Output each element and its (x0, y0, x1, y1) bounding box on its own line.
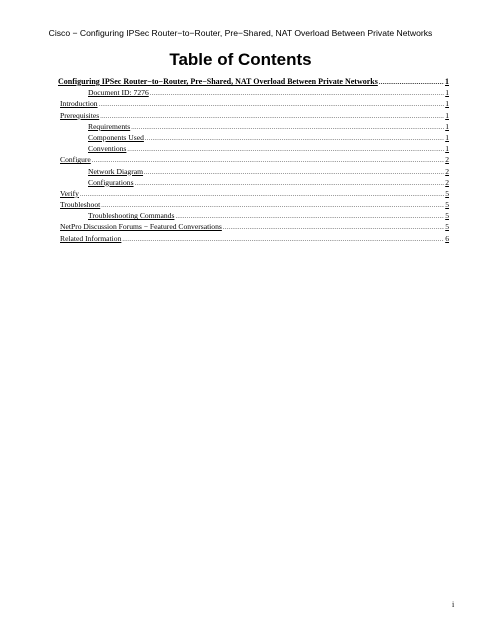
toc-leader-dots (150, 89, 444, 100)
toc-entry-label[interactable]: Configure (60, 155, 91, 165)
toc-entry-page[interactable]: 1 (445, 121, 449, 131)
toc-entry-page[interactable]: 1 (445, 132, 449, 142)
toc-entry[interactable] (58, 132, 449, 143)
toc-leader-dots (135, 179, 445, 190)
toc-entry[interactable] (58, 143, 449, 154)
toc-entry[interactable] (58, 110, 449, 121)
page-title: Table of Contents (169, 50, 312, 69)
toc-entry-label[interactable]: Conventions (88, 144, 127, 154)
toc-entry-label[interactable]: Configurations (88, 177, 134, 187)
toc-leader-dots (99, 100, 445, 111)
toc-entry[interactable] (58, 221, 449, 232)
toc-entry[interactable] (58, 177, 449, 188)
toc-entry-page[interactable]: 2 (445, 155, 449, 165)
toc-entry-label[interactable]: Configuring IPSec Router−to−Router, Pre−Shared, NAT Overload Between Private Networks (58, 77, 378, 86)
toc-entry-label[interactable]: Troubleshooting Commands (88, 211, 175, 221)
toc-leader-dots (145, 134, 444, 145)
toc-entry-page[interactable]: 6 (445, 233, 449, 243)
toc-entry[interactable] (58, 121, 449, 132)
toc-entry-label[interactable]: Requirements (88, 121, 131, 131)
toc-entry-label[interactable]: Troubleshoot (60, 200, 101, 210)
toc-entry[interactable] (58, 76, 449, 87)
toc-leader-dots (131, 123, 444, 134)
toc-entry-page[interactable]: 1 (445, 110, 449, 120)
toc-entry-page[interactable]: 5 (445, 200, 449, 210)
toc-entry-label[interactable]: Verify (60, 188, 79, 198)
toc-leader-dots (379, 78, 444, 89)
toc-leader-dots (127, 145, 444, 156)
toc-leader-dots (92, 156, 444, 167)
toc-leader-dots (144, 168, 444, 179)
page-number: i (452, 600, 455, 609)
table-of-contents (58, 76, 449, 244)
toc-entry-label[interactable]: Network Diagram (88, 166, 144, 176)
toc-entry-label[interactable]: Document ID: 7276 (88, 88, 149, 98)
running-header: Cisco − Configuring IPSec Router−to−Router, Pre−Shared, NAT Overload Between Private Networks (48, 28, 433, 38)
toc-entry-page[interactable]: 1 (445, 144, 449, 154)
toc-entry-page[interactable]: 2 (445, 166, 449, 176)
toc-entry-page[interactable]: 1 (445, 88, 449, 98)
toc-entry[interactable] (58, 98, 449, 109)
toc-entry[interactable] (58, 154, 449, 165)
toc-entry-page[interactable]: 5 (445, 222, 449, 232)
toc-entry-page[interactable]: 5 (445, 211, 449, 221)
toc-entry[interactable] (58, 199, 449, 210)
toc-entry-page[interactable]: 1 (445, 77, 449, 86)
toc-leader-dots (80, 190, 444, 201)
toc-entry-label[interactable]: Related Information (60, 233, 122, 243)
toc-entry-label[interactable]: NetPro Discussion Forums − Featured Conversations (60, 222, 222, 232)
toc-entry[interactable] (58, 87, 449, 98)
toc-leader-dots (223, 223, 444, 234)
toc-entry-page[interactable]: 5 (445, 188, 449, 198)
toc-entry[interactable] (58, 166, 449, 177)
toc-entry-label[interactable]: Prerequisites (60, 110, 100, 120)
toc-entry-label[interactable]: Components Used (88, 132, 144, 142)
toc-entry-page[interactable]: 2 (445, 177, 449, 187)
toc-entry-label[interactable]: Introduction (60, 99, 98, 109)
toc-entry-page[interactable]: 1 (445, 99, 449, 109)
toc-entry[interactable] (58, 188, 449, 199)
toc-entry[interactable] (58, 233, 449, 244)
toc-leader-dots (100, 112, 444, 123)
toc-entry[interactable] (58, 210, 449, 221)
toc-leader-dots (122, 235, 444, 246)
